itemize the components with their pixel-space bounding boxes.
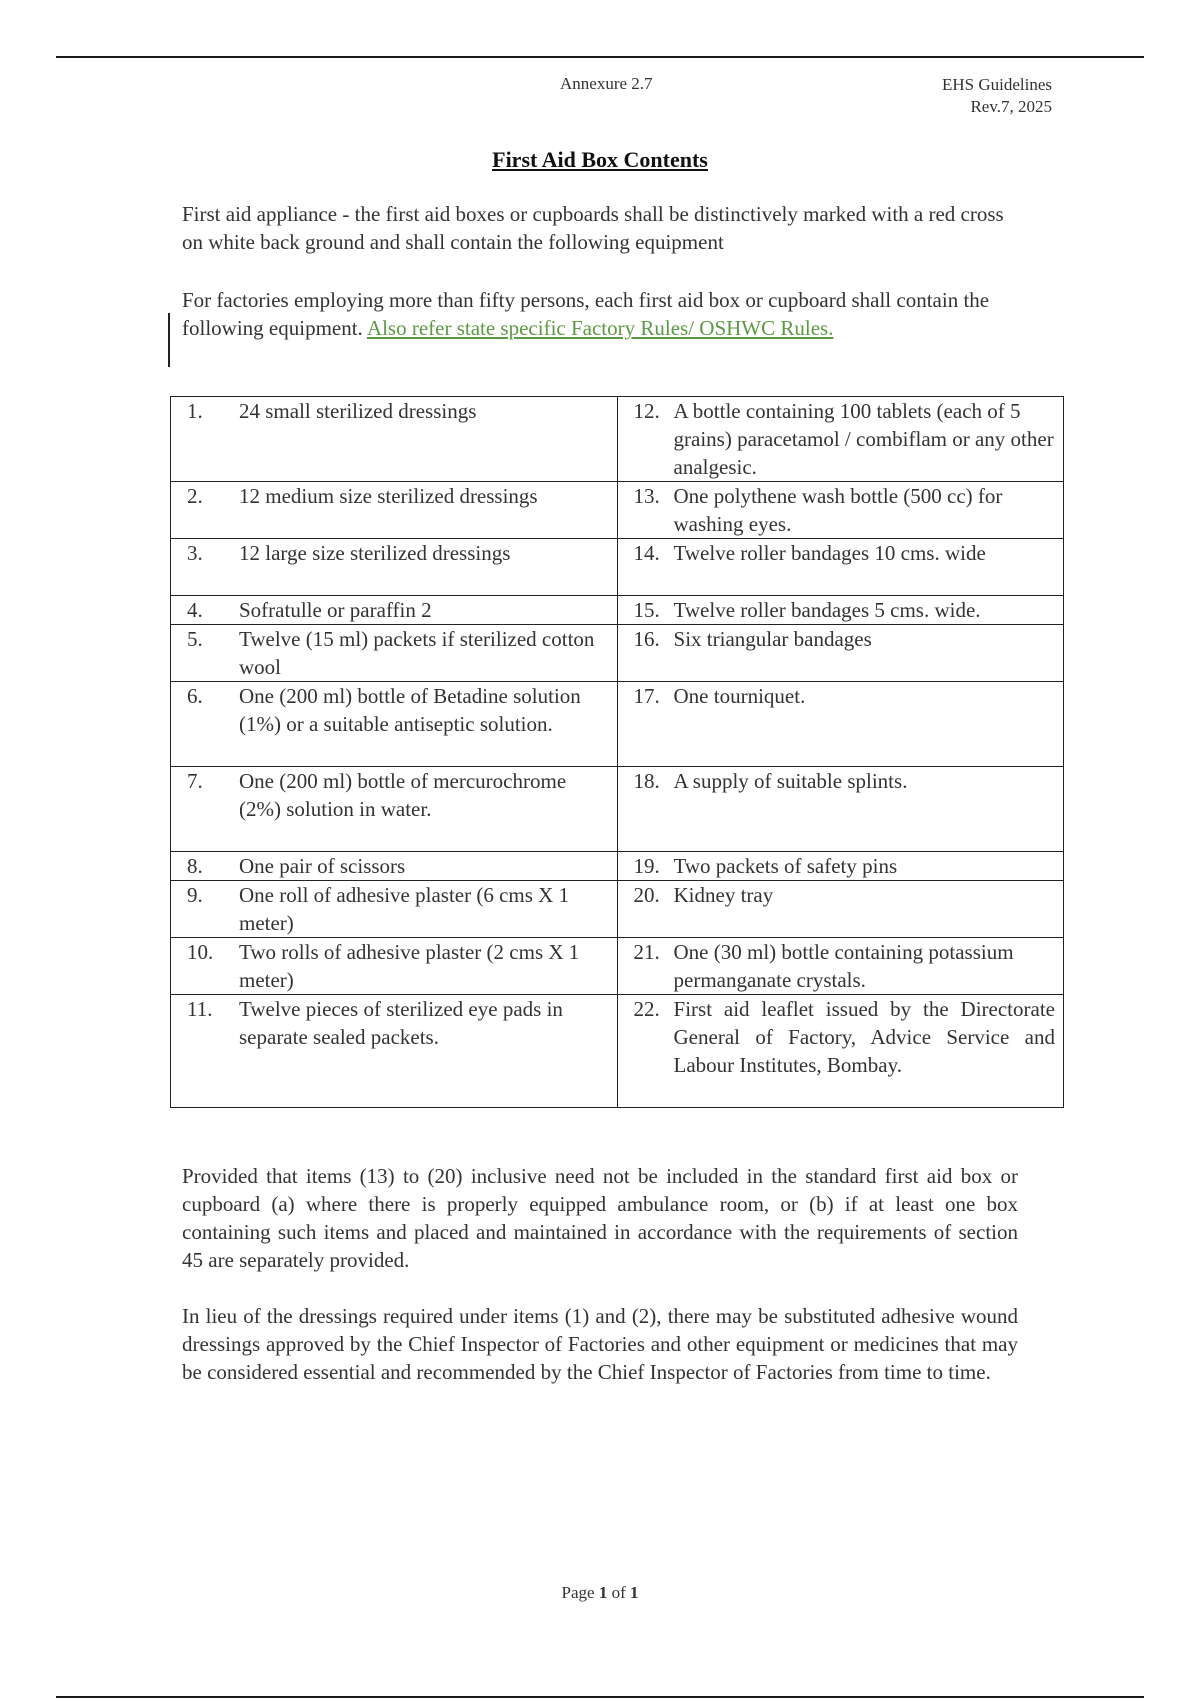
item-cell [171,482,618,539]
table-row [171,682,1064,767]
item-number: 2. [187,484,203,508]
item-cell [171,397,618,482]
item-text: First aid leaflet issued by the Directorate General of Factory, Advice Service and Labour Institutes, Bombay. [673,997,1055,1077]
table-row [171,539,1064,596]
item-text: Two packets of safety pins [673,854,898,878]
page-word: Page [561,1583,595,1602]
factory-rules-link[interactable]: Also refer state specific Factory Rules/ OSHWC Rules. [366,316,834,340]
item-cell [171,852,618,881]
item-cell [617,482,1063,539]
item-cell [171,625,618,682]
item-number: 3. [187,541,203,565]
item-number: 12. [633,399,660,423]
item-text: One polythene wash bottle (500 cc) for washing eyes. [673,484,1003,536]
item-number: 13. [633,484,660,508]
factory-paragraph-text: For factories employing more than fifty persons, each first aid box or cupboard shall contain the following equipment. [182,288,990,340]
item-number: 18. [633,769,660,793]
item-text: One (200 ml) bottle of mercurochrome (2%) solution in water. [239,769,567,821]
item-cell [617,881,1063,938]
item-text: Two rolls of adhesive plaster (2 cms X 1 meter) [239,940,580,992]
document-info [942,74,1052,118]
item-text: A supply of suitable splints. [673,769,908,793]
current-page: 1 [598,1583,608,1602]
item-text: Twelve roller bandages 10 cms. wide [673,541,986,565]
item-cell [617,539,1063,596]
item-cell [171,938,618,995]
item-cell [617,596,1063,625]
substitution-paragraph: In lieu of the dressings required under items (1) and (2), there may be substituted adhesive wound dressings approved by the Chief Inspector of Factories and other equipment or medicines that may be considered essential and recommended by the Chief Inspector of Factories from time to time. [182,1304,1018,1384]
item-cell [617,397,1063,482]
factory-paragraph [182,286,1018,342]
item-cell [171,539,618,596]
item-cell [617,852,1063,881]
table-row [171,767,1064,852]
item-number: 22. [633,997,660,1021]
exemption-paragraph: Provided that items (13) to (20) inclusive need not be included in the standard first aid box or cupboard (a) where there is properly equipped ambulance room, or (b) if at least one box containing such items and placed and maintained in accordance with the requirements of section 45 are separately provided. [182,1164,1018,1272]
total-pages: 1 [629,1583,639,1602]
item-number: 20. [633,883,660,907]
item-number: 17. [633,684,660,708]
item-text: One tourniquet. [673,684,806,708]
annexure-label: Annexure 2.7 [560,74,653,93]
item-number: 4. [187,598,203,622]
item-text: Twelve pieces of sterilized eye pads in separate sealed packets. [239,997,563,1049]
item-cell [171,767,618,852]
table-row [171,625,1064,682]
table-row [171,938,1064,995]
item-number: 8. [187,854,203,878]
revision-label: Rev.7, 2025 [970,97,1052,116]
item-number: 10. [187,940,214,964]
item-text: 24 small sterilized dressings [239,399,477,423]
item-cell [617,995,1063,1108]
item-text: A bottle containing 100 tablets (each of 5 grains) paracetamol / combiflam or any other analgesic. [673,399,1054,479]
header-rule [56,56,1144,58]
table-row [171,852,1064,881]
item-number: 7. [187,769,203,793]
item-text: Kidney tray [673,883,774,907]
item-text: One pair of scissors [239,854,406,878]
item-cell [171,596,618,625]
intro-paragraph: First aid appliance - the first aid boxes or cupboards shall be distinctively marked with a red cross on white back ground and shall contain the following equipment [182,202,1004,254]
table-row [171,482,1064,539]
item-number: 15. [633,598,660,622]
item-cell [617,625,1063,682]
table-row [171,881,1064,938]
item-text: Six triangular bandages [673,627,872,651]
item-text: 12 large size sterilized dressings [239,541,511,565]
item-cell [617,767,1063,852]
item-text: Twelve (15 ml) packets if sterilized cotton wool [239,627,595,679]
item-cell [617,682,1063,767]
item-text: Sofratulle or paraffin 2 [239,598,432,622]
item-number: 19. [633,854,660,878]
doc-name: EHS Guidelines [941,75,1052,94]
item-cell [171,995,618,1108]
item-number: 14. [633,541,660,565]
item-number: 5. [187,627,203,651]
item-text: One roll of adhesive plaster (6 cms X 1 meter) [239,883,570,935]
item-number: 11. [187,997,213,1021]
revision-change-bar [168,313,170,367]
item-cell [171,881,618,938]
first-aid-items-table [170,396,1064,1108]
of-word: of [611,1583,626,1602]
table-row [171,995,1064,1108]
item-cell [617,938,1063,995]
item-text: One (30 ml) bottle containing potassium permanganate crystals. [673,940,1014,992]
table-row [171,596,1064,625]
table-row [171,397,1064,482]
item-number: 1. [187,399,203,423]
item-text: One (200 ml) bottle of Betadine solution (1%) or a suitable antiseptic solution. [239,684,581,736]
item-number: 16. [633,627,660,651]
item-cell [171,682,618,767]
footer-rule [56,1696,1144,1698]
item-text: 12 medium size sterilized dressings [239,484,538,508]
item-number: 21. [633,940,660,964]
page-title: First Aid Box Contents [492,147,708,172]
item-number: 9. [187,883,203,907]
item-text: Twelve roller bandages 5 cms. wide. [673,598,981,622]
page-footer [0,1583,1200,1603]
item-number: 6. [187,684,203,708]
